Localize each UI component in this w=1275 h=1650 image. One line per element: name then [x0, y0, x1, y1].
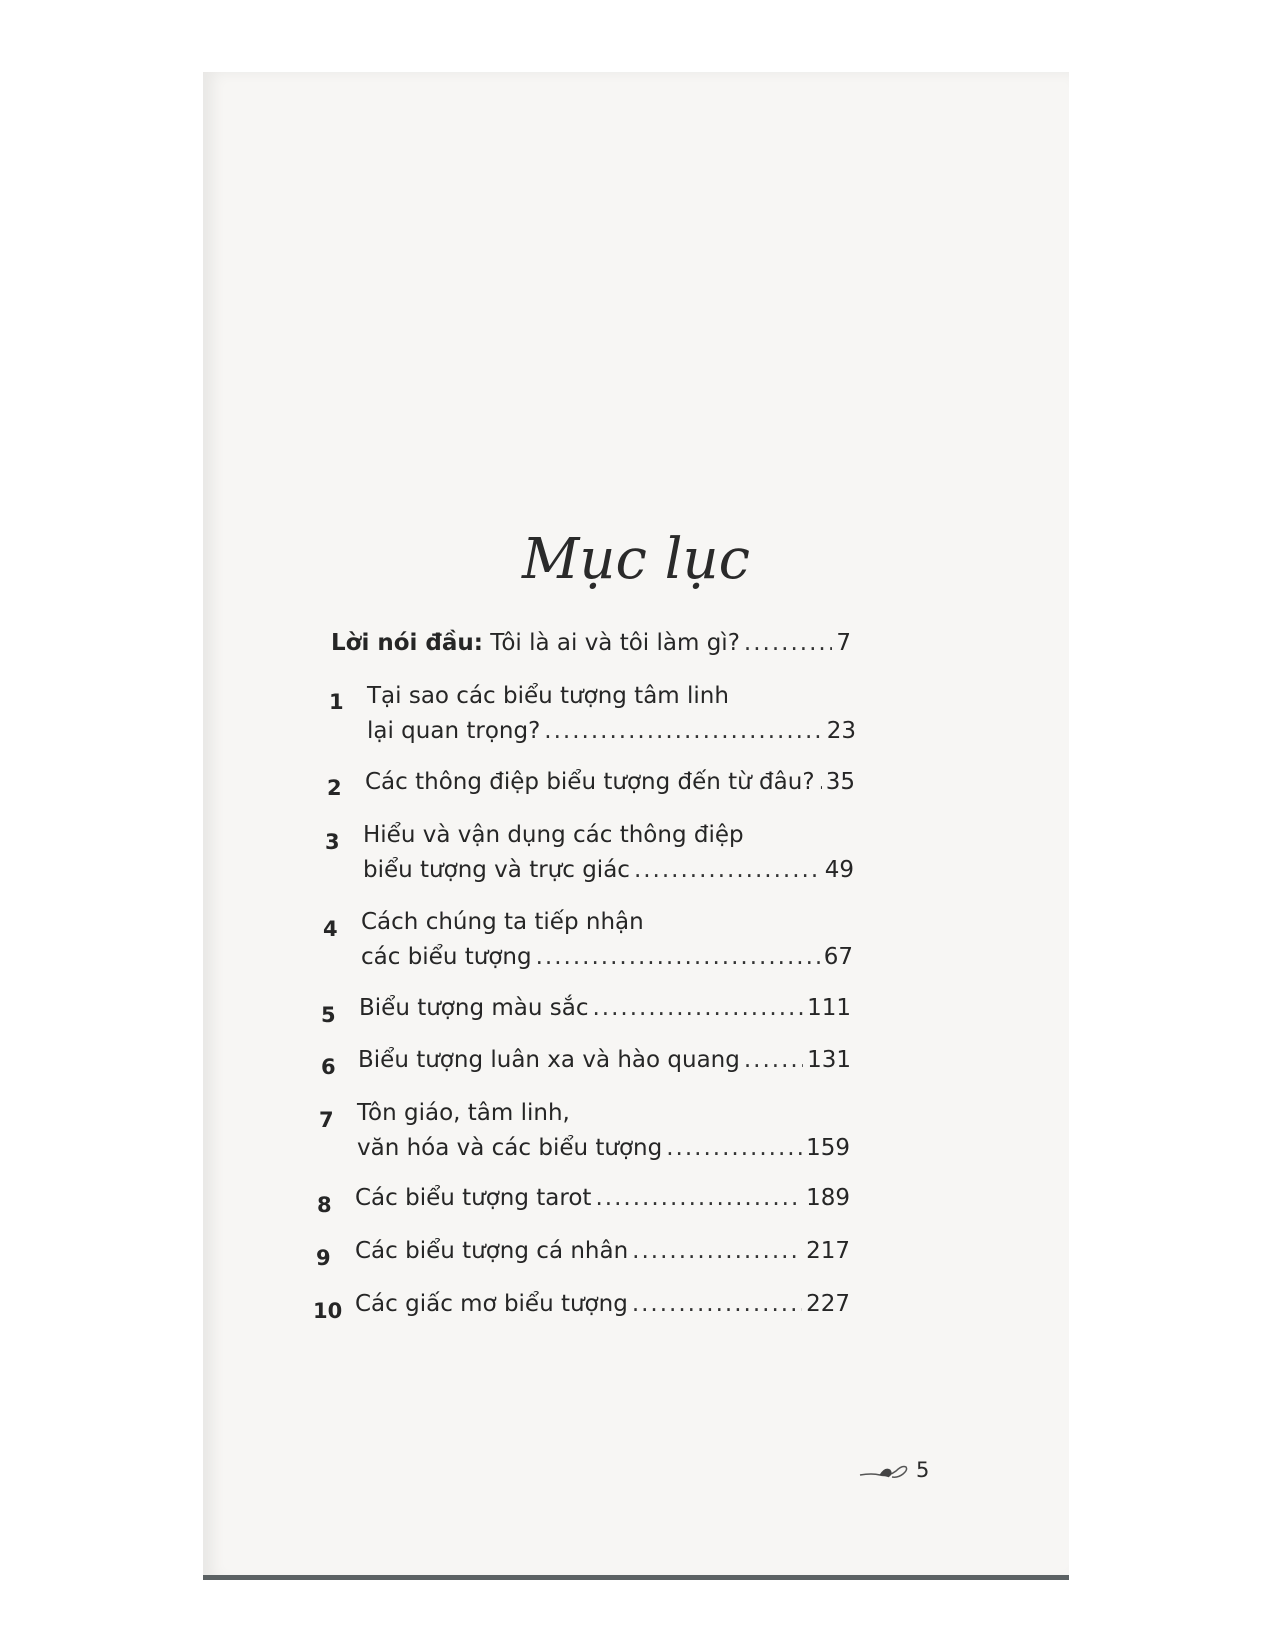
toc-entry-2	[365, 769, 855, 795]
toc-leader	[632, 1238, 802, 1264]
toc-text: Các thông điệp biểu tượng đến từ đâu?	[365, 769, 815, 795]
toc-text: Cách chúng ta tiếp nhận	[361, 909, 644, 935]
toc-leader	[544, 718, 822, 744]
toc-label: Lời nói đầu:	[331, 630, 483, 656]
toc-number: 8	[317, 1193, 332, 1217]
toc-entry-5	[359, 995, 851, 1021]
toc-text: biểu tượng và trực giác	[363, 857, 630, 883]
table-of-contents	[203, 72, 1069, 1580]
toc-leader	[632, 1291, 802, 1317]
toc-number: 5	[321, 1003, 336, 1027]
toc-text: Các giấc mơ biểu tượng	[355, 1291, 628, 1317]
book-page	[203, 72, 1069, 1580]
page-number: 5	[916, 1458, 930, 1482]
toc-number: 3	[325, 830, 340, 854]
toc-page: 227	[806, 1291, 850, 1317]
toc-text: Tại sao các biểu tượng tâm linh	[367, 683, 729, 709]
toc-text: lại quan trọng?	[367, 718, 541, 744]
ornament-icon	[858, 1458, 910, 1482]
toc-leader	[819, 769, 822, 795]
toc-page: 49	[824, 857, 854, 883]
toc-page: 131	[807, 1047, 851, 1073]
toc-page: 7	[836, 630, 851, 656]
toc-page: 189	[806, 1185, 850, 1211]
toc-text: Biểu tượng màu sắc	[359, 995, 589, 1021]
toc-entry-8	[355, 1185, 850, 1211]
toc-leader	[666, 1135, 802, 1161]
toc-leader	[592, 995, 803, 1021]
toc-entry-preface	[331, 630, 851, 656]
toc-leader	[634, 857, 821, 883]
toc-page: 23	[826, 718, 856, 744]
page-footer	[858, 1458, 929, 1482]
toc-text: các biểu tượng	[361, 944, 532, 970]
toc-page: 217	[806, 1238, 850, 1264]
toc-entry-4-line1	[361, 909, 644, 935]
toc-number: 1	[329, 690, 344, 714]
toc-number: 2	[327, 776, 342, 800]
toc-text: Hiểu và vận dụng các thông điệp	[363, 822, 744, 848]
toc-text: Các biểu tượng tarot	[355, 1185, 592, 1211]
toc-leader	[744, 630, 832, 656]
toc-number: 6	[321, 1055, 336, 1079]
toc-entry-10	[355, 1291, 850, 1317]
toc-number: 10	[313, 1299, 343, 1323]
toc-number: 7	[319, 1108, 334, 1132]
page-title: Mục lục	[522, 527, 750, 592]
toc-page: 67	[823, 944, 853, 970]
toc-entry-1-line1	[367, 683, 729, 709]
toc-text: Tôi là ai và tôi làm gì?	[482, 630, 740, 656]
toc-entry-1-line2	[367, 718, 856, 744]
toc-number: 4	[323, 917, 338, 941]
toc-entry-4-line2	[361, 944, 853, 970]
toc-page: 111	[807, 995, 851, 1021]
toc-entry-9	[355, 1238, 850, 1264]
toc-entry-7-line1	[357, 1100, 570, 1126]
toc-entry-3-line1	[363, 822, 744, 848]
toc-leader	[595, 1185, 802, 1211]
toc-leader	[536, 944, 820, 970]
toc-entry-3-line2	[363, 857, 854, 883]
toc-page: 35	[825, 769, 855, 795]
toc-leader	[744, 1047, 803, 1073]
toc-number: 9	[316, 1246, 331, 1270]
toc-text: Biểu tượng luân xa và hào quang	[358, 1047, 740, 1073]
toc-text: văn hóa và các biểu tượng	[357, 1135, 663, 1161]
toc-text: Tôn giáo, tâm linh,	[357, 1100, 570, 1126]
toc-text: Các biểu tượng cá nhân	[355, 1238, 629, 1264]
toc-entry-6	[358, 1047, 851, 1073]
toc-page: 159	[806, 1135, 850, 1161]
toc-entry-7-line2	[357, 1135, 850, 1161]
